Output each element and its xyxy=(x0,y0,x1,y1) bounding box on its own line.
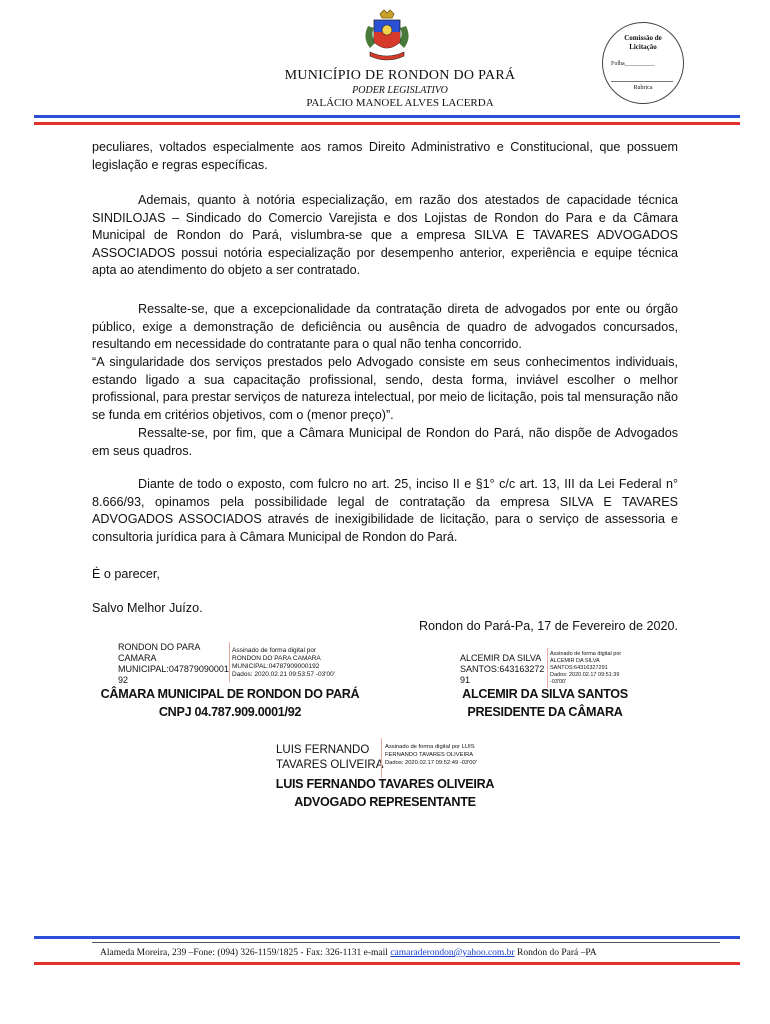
paragraph-3: Ressalte-se, que a excepcionalidade da contratação direta de advogados por ente ou órgão público, exige a demonstração de deficiência ou ausência de quadro de advogados concursados, resultando em necessidade do contratante para o qual não tenha concorrido. xyxy=(92,302,678,351)
camara-signer-name xyxy=(118,642,230,686)
president-detail-line: -03'00' xyxy=(550,679,567,685)
lawyer-detail-line: FERNANDO TAVARES OLIVEIRA xyxy=(385,752,474,758)
president-name-line: SANTOS:643163272 xyxy=(460,664,545,674)
president-detail-line: SANTOS:64316327291 xyxy=(550,665,608,671)
footer-city: Rondon do Pará –PA xyxy=(514,948,597,958)
camara-detail-line: Assinado de forma digital por xyxy=(232,647,317,654)
president-detail-line: ALCEMIR DA SILVA xyxy=(550,658,600,664)
stamp-divider xyxy=(611,81,673,82)
camara-signature-label xyxy=(80,685,380,721)
paragraph-6: Diante de todo o exposto, com fulcro no art. 25, inciso II e §1° c/c art. 13, III da Lei Federal n° 8.666/93, opinamos pela possibilidade legal de contratação da empresa SILVA E TAVARES ADVOGADOS ASSOCIADOS através de inexigibilidade de licitação, para o serviço de assessoria e consultoria jurídica para à Câmara Municipal de Rondon do Pará. xyxy=(92,477,678,544)
closing-salvo: Salvo Melhor Juízo. xyxy=(92,601,203,615)
president-signature-mark xyxy=(547,648,548,688)
president-name-line: ALCEMIR DA SILVA xyxy=(460,653,542,663)
camara-signature-mark xyxy=(229,642,230,682)
lawyer-digital-signature-details xyxy=(385,743,505,767)
bidding-commission-stamp xyxy=(602,22,684,104)
quote-paragraph: “A singularidade dos serviços prestados pelo Advogado consiste em seus conhecimentos individuais, estando ligado a sua capacitação profissional, sendo, desta forma, inviável escolher o melhor profissional, para prestar serviços de natureza intelectual, por meio de licitação, pois tal mensuração não se funda em critérios objetivos, com o (menor preço)”. xyxy=(92,355,678,422)
camara-cnpj: CNPJ 04.787.909.0001/92 xyxy=(158,705,302,719)
footer-address xyxy=(100,948,720,958)
paragraph-2: Ademais, quanto à notória especialização, em razão dos atestados de capacidade técnica SINDILOJAS – Sindicado do Comercio Varejista e dos Lojistas de Rondon do Para e da Câmara Municipal de Rondon do Pará, vislumbra-se que a empresa SILVA E TAVARES ADVOGADOS ASSOCIADOS possui notória especialização por desempenho anterior, experiência e equipe técnica apta ao atendimento do objeto a ser contratado. xyxy=(92,193,678,277)
lawyer-signer-name xyxy=(276,743,386,773)
footer-address-text: Alameda Moreira, 239 –Fone: (094) 326-1159/1825 - Fax: 326-1131 e-mail xyxy=(100,948,391,958)
header-red-rule xyxy=(34,122,740,125)
camara-digital-signature-details xyxy=(232,647,352,679)
president-detail-line: Dados: 2020.02.17 09:51:39 xyxy=(550,672,620,678)
camara-label-line: CÂMARA MUNICIPAL DE RONDON DO PARÁ xyxy=(100,687,360,701)
municipal-coat-of-arms-icon xyxy=(360,8,414,66)
footer-email-link[interactable]: camaraderondon@yahoo.com.br xyxy=(390,948,515,958)
palace-name: PALÁCIO MANOEL ALVES LACERDA xyxy=(306,97,494,109)
lawyer-signature-mark xyxy=(381,738,382,778)
closing-opinion: É o parecer, xyxy=(92,567,160,581)
president-signature-label xyxy=(430,685,660,721)
camara-name-line: CAMARA xyxy=(118,653,157,663)
footer-red-rule xyxy=(34,962,740,965)
camara-detail-line: RONDON DO PARA CAMARA xyxy=(232,655,321,662)
stamp-rubrica: Rubrica xyxy=(633,85,653,91)
president-label-name: ALCEMIR DA SILVA SANTOS xyxy=(462,687,628,701)
lawyer-name-line: TAVARES OLIVEIRA xyxy=(276,759,384,771)
municipality-title: MUNICÍPIO DE RONDON DO PARÁ xyxy=(284,68,516,83)
president-digital-signature-details xyxy=(550,651,640,686)
stamp-folha: Folha__________ xyxy=(611,61,655,67)
camara-detail-line: Dados: 2020.02.21 09:53:57 -03'00' xyxy=(232,671,335,678)
lawyer-detail-line: Assinado de forma digital por LUIS xyxy=(385,744,475,750)
president-detail-line: Assinado de forma digital por xyxy=(550,651,622,657)
lawyer-label-role: ADVOGADO REPRESENTANTE xyxy=(294,795,476,809)
camara-detail-line: MUNICIPAL:04787909000192 xyxy=(232,663,320,670)
lawyer-name-line: LUIS FERNANDO xyxy=(276,744,370,756)
president-label-role: PRESIDENTE DA CÂMARA xyxy=(467,705,623,719)
footer-thin-rule xyxy=(92,942,720,943)
camara-name-line: MUNICIPAL:047879090001 xyxy=(118,664,229,674)
president-signer-name xyxy=(460,653,552,686)
lawyer-label-name: LUIS FERNANDO TAVARES OLIVEIRA xyxy=(275,777,495,791)
camara-name-line: RONDON DO PARA xyxy=(118,642,201,652)
paragraph-1: peculiares, voltados especialmente aos ramos Direito Administrativo e Constitucional, que possuem legislação e regras específicas. xyxy=(92,140,678,172)
legislative-power-subtitle: PODER LEGISLATIVO xyxy=(352,85,448,96)
president-name-line: 91 xyxy=(460,675,471,685)
date-line: Rondon do Pará-Pa, 17 de Fevereiro de 2020. xyxy=(418,619,678,633)
lawyer-signature-label xyxy=(235,775,535,811)
camara-name-line: 92 xyxy=(118,675,129,685)
stamp-title-2: Licitação xyxy=(629,43,657,51)
footer-blue-rule xyxy=(34,936,740,939)
header-blue-rule xyxy=(34,115,740,118)
lawyer-detail-line: Dados: 2020.02.17 09:52:49 -03'00' xyxy=(385,760,477,766)
paragraph-5: Ressalte-se, por fim, que a Câmara Municipal de Rondon do Pará, não dispõe de Advogados em seus quadros. xyxy=(92,426,678,458)
stamp-title-1: Comissão de xyxy=(624,34,662,42)
